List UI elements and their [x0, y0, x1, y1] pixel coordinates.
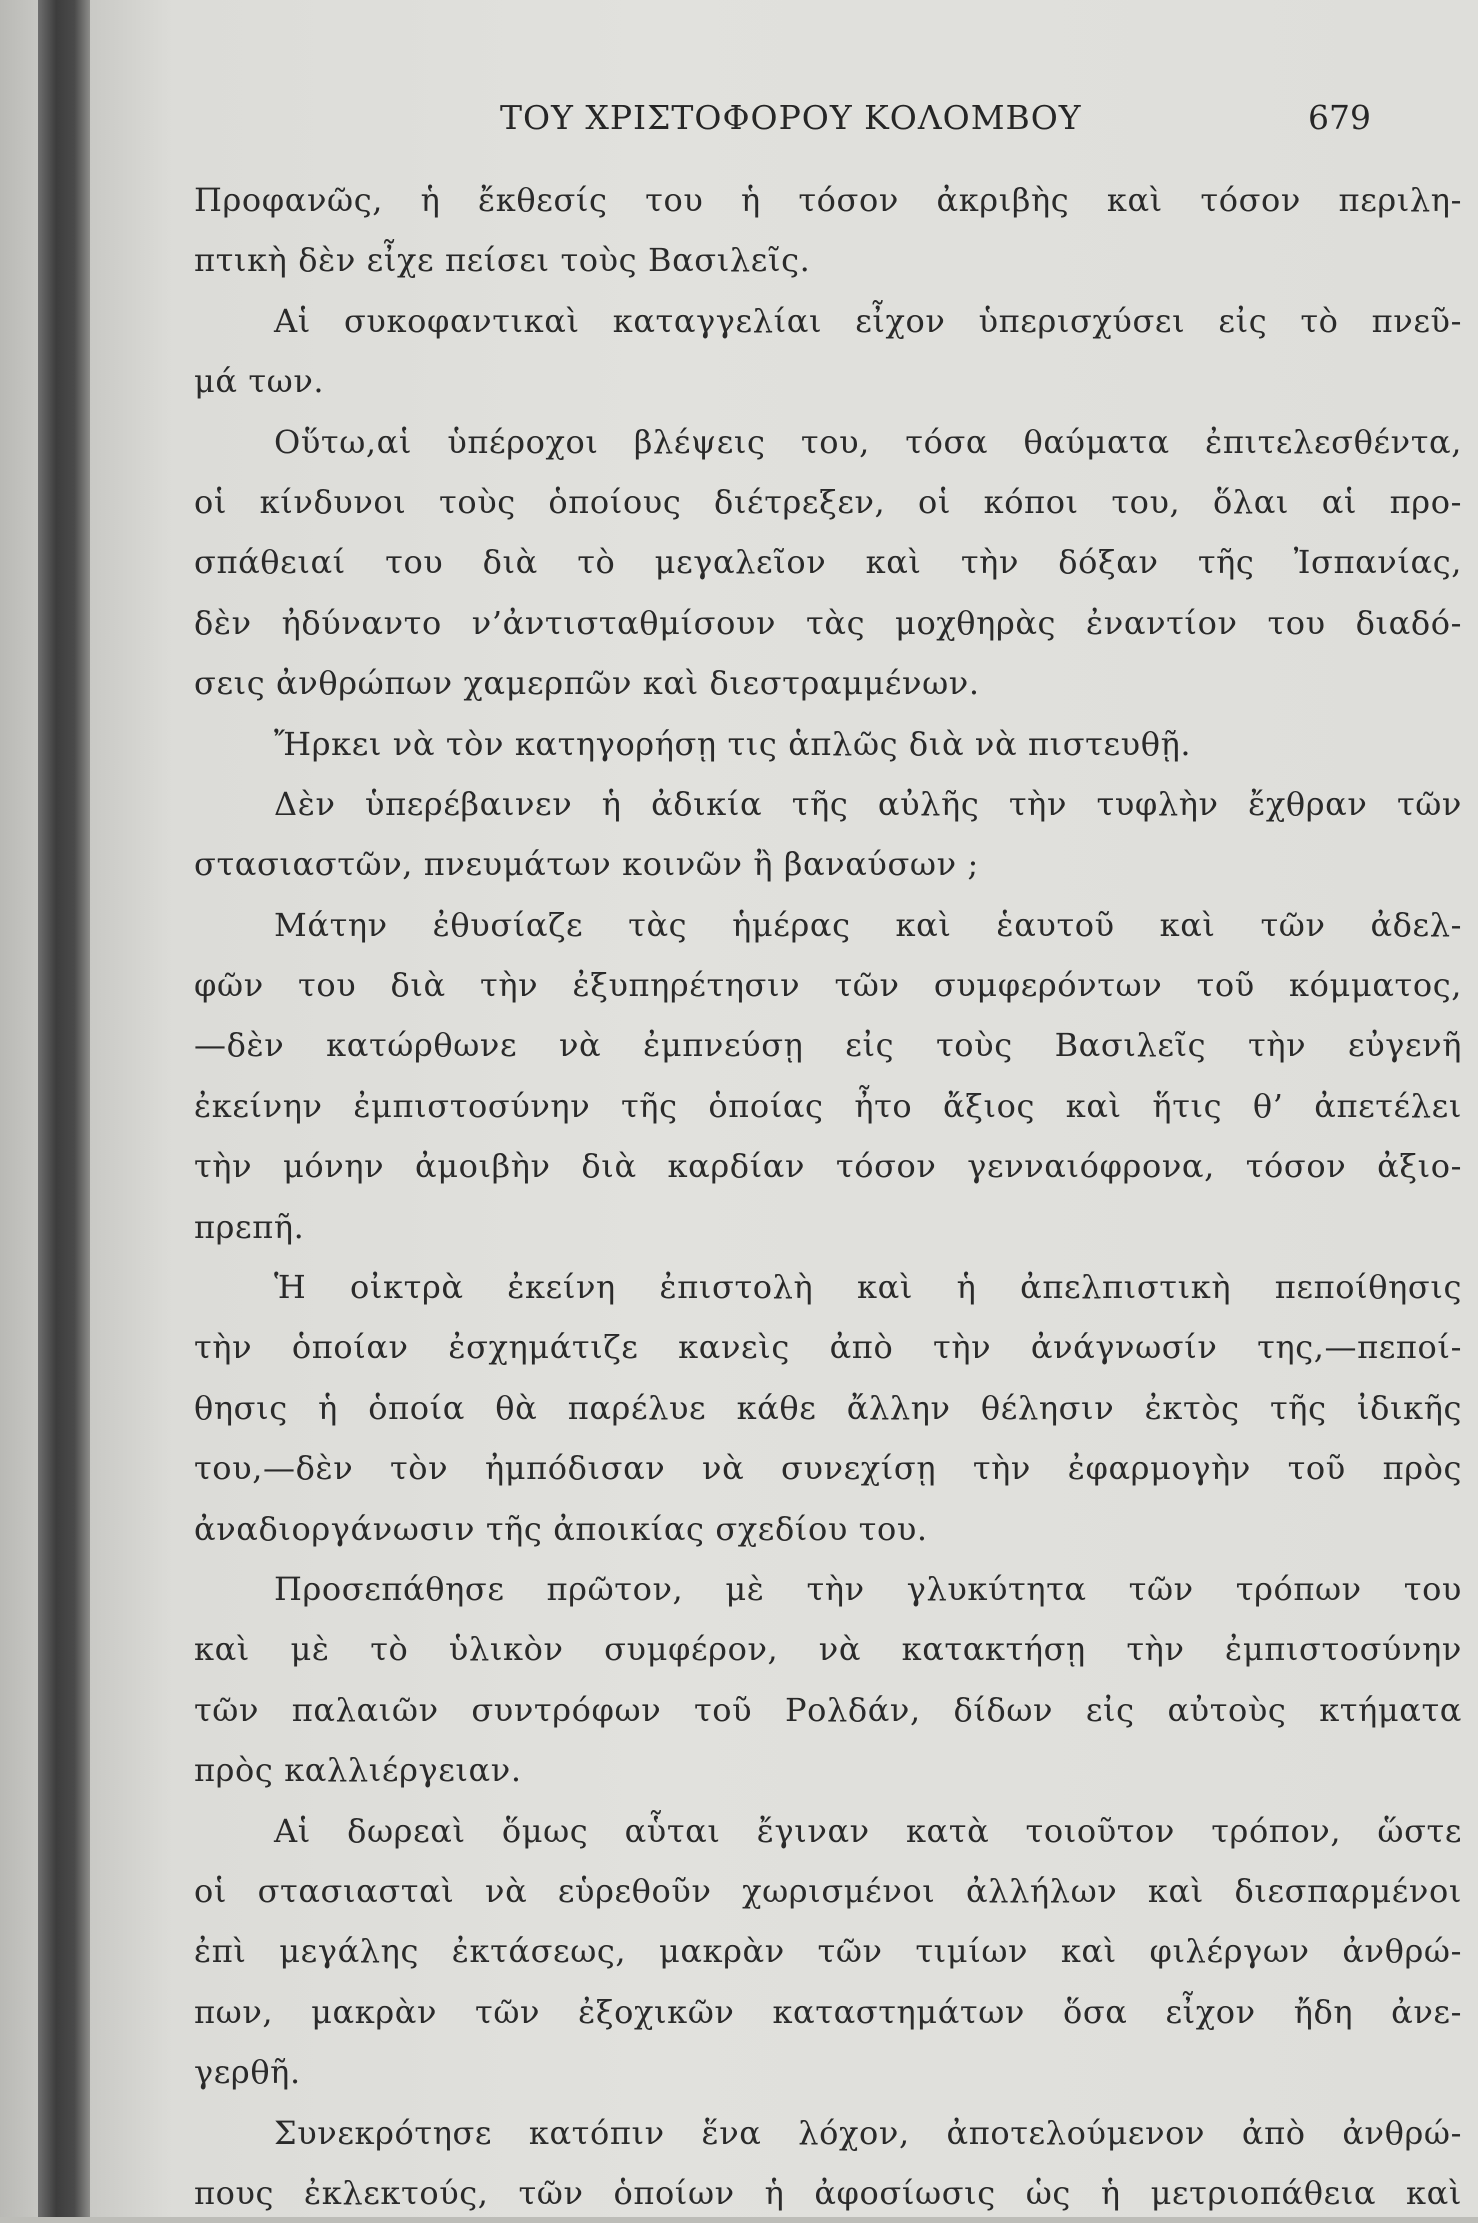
text-line: γερθῆ.: [194, 2053, 301, 2092]
text-line: ἀναδιοργάνωσιν τῆς ἀποικίας σχεδίου του.: [194, 1509, 928, 1548]
text-line: —δὲν κατώρθωνε νὰ ἐμπνεύσῃ εἰς τοὺς Βασιλεῖς τὴν εὐγενῆ: [194, 1026, 1462, 1065]
text-line: ἐκείνην ἐμπιστοσύνην τῆς ὁποίας ἦτο ἄξιος καὶ ἥτις θ’ ἀπετέλει: [194, 1086, 1462, 1125]
text-line: Προσεπάθησε πρῶτον, μὲ τὴν γλυκύτητα τῶν τρόπων του: [274, 1569, 1462, 1608]
text-line: Συνεκρότησε κατόπιν ἕνα λόχον, ἀποτελούμενον ἀπὸ ἀνθρώ-: [274, 2113, 1462, 2152]
running-title: ΤΟΥ ΧΡΙΣΤΟΦΟΡΟΥ ΚΟΛΟΜΒΟΥ: [500, 98, 1082, 137]
text-line: στασιαστῶν, πνευμάτων κοινῶν ἢ βαναύσων ;: [194, 845, 979, 884]
text-line: δὲν ἠδύναντο ν’ἀντισταθμίσουν τὰς μοχθηρὰς ἐναντίον του διαδό-: [194, 603, 1462, 642]
text-line: οἱ κίνδυνοι τοὺς ὁποίους διέτρεξεν, οἱ κόποι του, ὅλαι αἱ προ-: [194, 482, 1462, 521]
text-line: Οὕτω,αἱ ὑπέροχοι βλέψεις του, τόσα θαύματα ἐπιτελεσθέντα,: [274, 422, 1462, 461]
text-line: Ἤρκει νὰ τὸν κατηγορήσῃ τις ἁπλῶς διὰ νὰ πιστευθῇ.: [274, 724, 1192, 763]
page-header: [90, 98, 1478, 158]
text-line: πτικὴ δὲν εἶχε πείσει τοὺς Βασιλεῖς.: [194, 241, 811, 280]
body-text: [194, 170, 1462, 2223]
text-line: Προφανῶς, ἡ ἔκθεσίς του ἡ τόσον ἀκριβὴς καὶ τόσον περιλη-: [194, 181, 1462, 219]
text-line: μά των.: [194, 362, 325, 401]
text-line: τῶν παλαιῶν συντρόφων τοῦ Ρολδάν, δίδων εἰς αὐτοὺς κτήματα: [194, 1690, 1462, 1729]
text-line: τὴν ὁποίαν ἐσχημάτιζε κανεὶς ἀπὸ τὴν ἀνάγνωσίν της,—πεποί-: [194, 1328, 1462, 1367]
text-line: θησις ἡ ὁποία θὰ παρέλυε κάθε ἄλλην θέλησιν ἐκτὸς τῆς ἰδικῆς: [194, 1388, 1462, 1427]
text-line: σπάθειαί του διὰ τὸ μεγαλεῖον καὶ τὴν δόξαν τῆς Ἰσπανίας,: [194, 543, 1462, 582]
text-line: Δὲν ὑπερέβαινεν ἡ ἀδικία τῆς αὐλῆς τὴν τυφλὴν ἔχθραν τῶν: [274, 784, 1462, 823]
text-line: σεις ἀνθρώπων χαμερπῶν καὶ διεστραμμένων.: [194, 664, 980, 703]
text-line: του,—δὲν τὸν ἠμπόδισαν νὰ συνεχίσῃ τὴν ἐφαρμογὴν τοῦ πρὸς: [194, 1449, 1462, 1488]
page-number: 679: [1308, 98, 1371, 137]
text-line: Αἱ δωρεαὶ ὅμως αὗται ἔγιναν κατὰ τοιοῦτον τρόπον, ὥστε: [274, 1811, 1462, 1850]
page-sheet: [90, 0, 1478, 2217]
text-line: φῶν του διὰ τὴν ἐξυπηρέτησιν τῶν συμφερόντων τοῦ κόμματος,: [194, 966, 1462, 1005]
text-line: τὴν μόνην ἀμοιβὴν διὰ καρδίαν τόσον γενναιόφρονα, τόσον ἀξιο-: [194, 1147, 1462, 1186]
text-line: καὶ μὲ τὸ ὑλικὸν συμφέρον, νὰ κατακτήσῃ τὴν ἐμπιστοσύνην: [194, 1630, 1462, 1669]
book-binding-shadow: [38, 0, 90, 2217]
text-line: οἱ στασιασταὶ νὰ εὑρεθοῦν χωρισμένοι ἀλλήλων καὶ διεσπαρμένοι: [194, 1871, 1462, 1910]
text-line: πρεπῆ.: [194, 1207, 305, 1246]
text-line: πρὸς καλλιέργειαν.: [194, 1751, 522, 1790]
text-line: πους ἐκλεκτούς, τῶν ὁποίων ἡ ἀφοσίωσις ὡς ἡ μετριοπάθεια καὶ: [194, 2173, 1462, 2212]
text-line: Αἱ συκοφαντικαὶ καταγγελίαι εἶχον ὑπερισχύσει εἰς τὸ πνεῦ-: [274, 301, 1462, 340]
text-line: Μάτην ἐθυσίαζε τὰς ἡμέρας καὶ ἑαυτοῦ καὶ τῶν ἀδελ-: [274, 905, 1462, 944]
text-line: Ἡ οἰκτρὰ ἐκείνη ἐπιστολὴ καὶ ἡ ἀπελπιστικὴ πεποίθησις: [274, 1268, 1462, 1307]
text-line: ἐπὶ μεγάλης ἐκτάσεως, μακρὰν τῶν τιμίων καὶ φιλέργων ἀνθρώ-: [194, 1932, 1462, 1971]
text-line: πων, μακρὰν τῶν ἐξοχικῶν καταστημάτων ὅσα εἶχον ἤδη ἀνε-: [194, 1992, 1462, 2031]
